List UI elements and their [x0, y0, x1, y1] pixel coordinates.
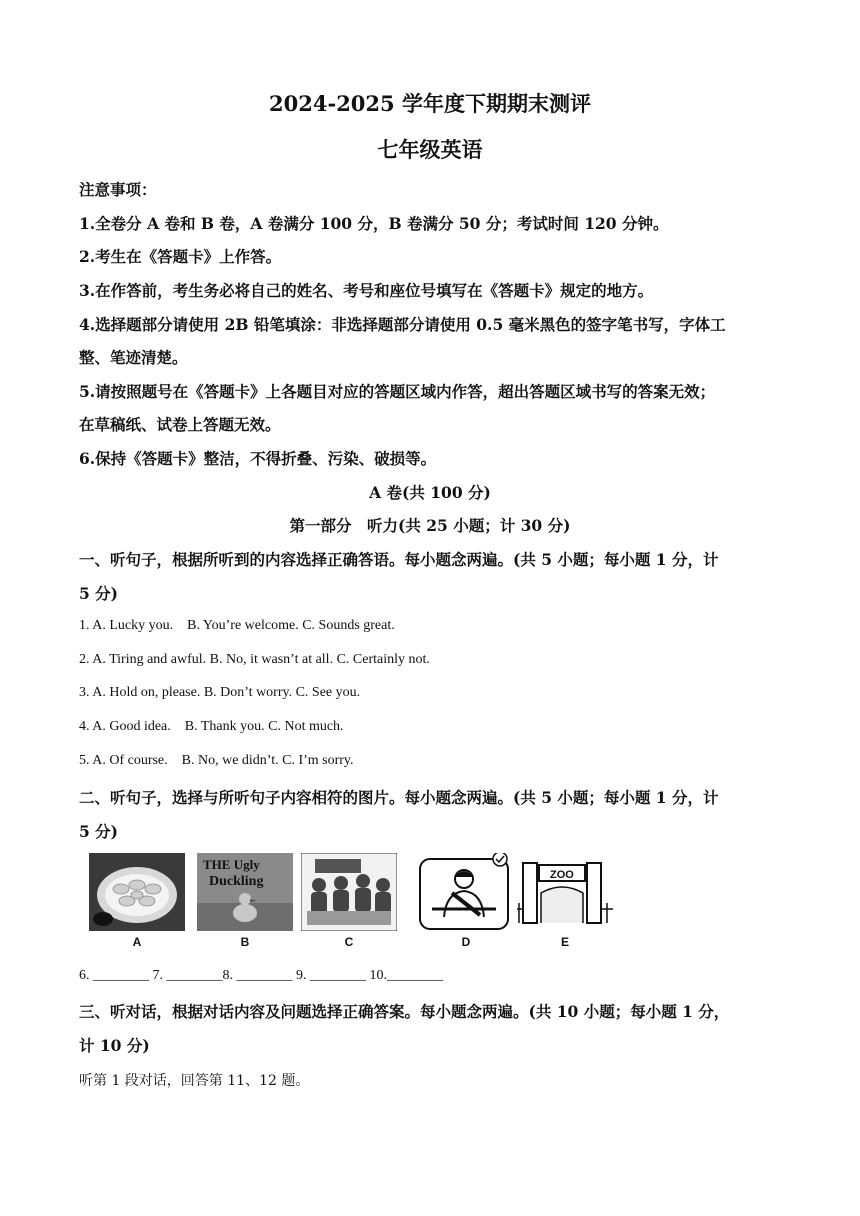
note-item: 2.考生在《答题卡》上作答。 — [79, 247, 282, 266]
section1-instruction-cont: 5 分) — [79, 584, 119, 603]
picture-label-b: B — [240, 935, 250, 949]
note-item: 5.请按照题号在《答题卡》上各题目对应的答题区域内作答，超出答题区域书写的答案无效； — [79, 382, 716, 401]
ugly-duckling-book-icon — [197, 853, 293, 931]
question-4: 4. A. Good idea. B. Thank you. C. Not much. — [79, 719, 344, 734]
section2-instruction-cont: 5 分) — [79, 822, 119, 841]
family-meal-icon — [301, 853, 397, 931]
note-item: 1.全卷分 A 卷和 B 卷，A 卷满分 100 分，B 卷满分 50 分；考试时间 120 分钟。 — [79, 214, 669, 233]
question-1: 1. A. Lucky you. B. You’re welcome. C. Sounds great. — [79, 618, 395, 633]
section2-instruction: 二、听句子，选择与所听句子内容相符的图片。每小题念两遍。(共 5 小题；每小题 1 分，计 — [79, 788, 719, 807]
dumplings-plate-icon — [89, 853, 185, 931]
book-caption-line1: THE Ugly — [203, 857, 260, 872]
answer-blanks: 6. ________ 7. ________8. ________ 9. ________ 10.________ — [79, 968, 443, 983]
section3-instruction-cont: 计 10 分) — [79, 1036, 150, 1055]
zoo-gate-icon — [517, 853, 613, 931]
picture-options — [89, 853, 629, 953]
note-item: 6.保持《答题卡》整洁，不得折叠、污染、破损等。 — [79, 449, 437, 468]
note-item: 4.选择题部分请使用 2B 铅笔填涂：非选择题部分请使用 0.5 毫米黑色的签字笔书写，字体工 — [79, 315, 726, 334]
book-caption-line2: Duckling — [209, 874, 264, 889]
notes-heading: 注意事项： — [79, 180, 157, 199]
picture-label-a: A — [132, 935, 142, 949]
picture-label-c: C — [344, 935, 354, 949]
section1-instruction: 一、听句子，根据所听到的内容选择正确答语。每小题念两遍。(共 5 小题；每小题 1 分，计 — [79, 550, 719, 569]
note-item: 在草稿纸、试卷上答题无效。 — [79, 415, 281, 434]
picture-label-d: D — [461, 935, 471, 949]
note-item: 整、笔迹清楚。 — [79, 348, 188, 367]
dialogue-1-prompt: 听第 1 段对话，回答第 11、12 题。 — [79, 1073, 310, 1089]
question-5: 5. A. Of course. B. No, we didn’t. C. I’m sorry. — [79, 753, 354, 768]
question-3: 3. A. Hold on, please. B. Don’t worry. C. See you. — [79, 685, 361, 700]
section3-instruction: 三、听对话，根据对话内容及问题选择正确答案。每小题念两遍。(共 10 小题；每小题 1 分， — [79, 1002, 730, 1021]
seatbelt-driver-icon — [418, 853, 514, 931]
exam-subtitle: 七年级英语 — [377, 137, 483, 162]
part-heading: 第一部分 听力(共 25 小题；计 30 分) — [289, 516, 571, 535]
exam-title: 2024-2025 学年度下期期末测评 — [269, 91, 591, 116]
note-item: 3.在作答前，考生务必将自己的姓名、考号和座位号填写在《答题卡》规定的地方。 — [79, 281, 654, 300]
volume-label: A 卷(共 100 分) — [369, 483, 491, 502]
picture-label-e: E — [560, 935, 569, 949]
zoo-sign-text: ZOO — [550, 869, 574, 881]
question-2: 2. A. Tiring and awful. B. No, it wasn’t at all. C. Certainly not. — [79, 652, 430, 667]
